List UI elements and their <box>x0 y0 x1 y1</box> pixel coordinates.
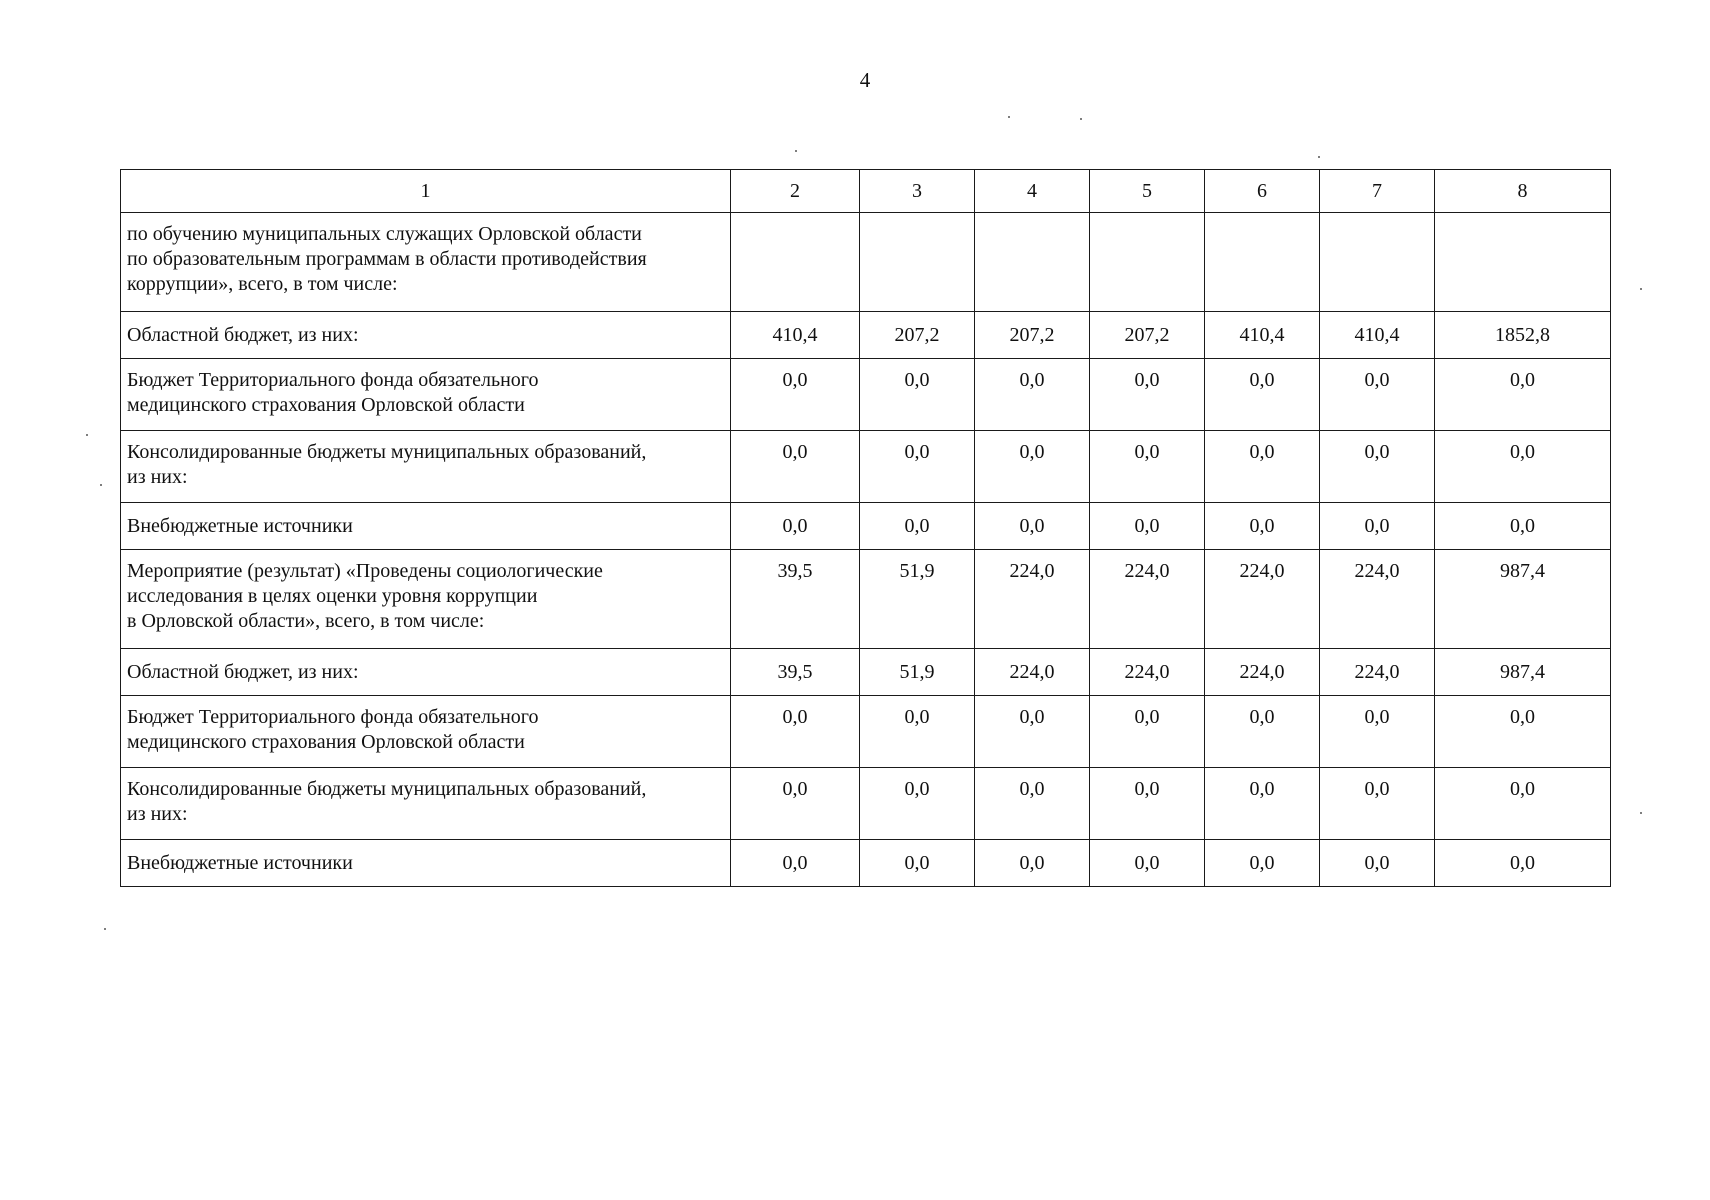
table-cell: 0,0 <box>1320 768 1435 840</box>
table-cell: 224,0 <box>975 649 1090 696</box>
budget-table <box>120 169 1611 887</box>
table-row <box>121 359 1611 431</box>
table-cell: 207,2 <box>975 312 1090 359</box>
row-description: Консолидированные бюджеты муниципальных образований, из них: <box>121 768 731 840</box>
table-cell: 0,0 <box>1320 503 1435 550</box>
table-cell: 224,0 <box>975 550 1090 649</box>
scan-speck <box>1640 812 1642 814</box>
column-header: 1 <box>121 170 731 213</box>
table-cell: 0,0 <box>860 696 975 768</box>
table-cell: 0,0 <box>1205 431 1320 503</box>
table-cell: 224,0 <box>1205 550 1320 649</box>
table-cell: 207,2 <box>1090 312 1205 359</box>
table-cell: 0,0 <box>1320 431 1435 503</box>
table-cell <box>1320 213 1435 312</box>
table-cell <box>1435 213 1611 312</box>
table-cell: 224,0 <box>1090 649 1205 696</box>
row-description: Консолидированные бюджеты муниципальных образований, из них: <box>121 431 731 503</box>
table-cell <box>731 213 860 312</box>
table-cell: 0,0 <box>1435 359 1611 431</box>
table-cell: 0,0 <box>860 503 975 550</box>
table-cell: 0,0 <box>1205 359 1320 431</box>
table-cell <box>975 213 1090 312</box>
table-cell: 51,9 <box>860 649 975 696</box>
table-cell: 0,0 <box>975 431 1090 503</box>
table-cell: 0,0 <box>1320 840 1435 887</box>
table-cell: 0,0 <box>860 359 975 431</box>
table-cell: 39,5 <box>731 550 860 649</box>
table-cell: 410,4 <box>1320 312 1435 359</box>
table-cell: 224,0 <box>1320 649 1435 696</box>
row-description: Внебюджетные источники <box>121 840 731 887</box>
table-row <box>121 696 1611 768</box>
table-cell: 0,0 <box>1435 696 1611 768</box>
table-cell: 1852,8 <box>1435 312 1611 359</box>
table-cell: 0,0 <box>1090 359 1205 431</box>
table-cell: 0,0 <box>975 503 1090 550</box>
table-cell: 0,0 <box>975 696 1090 768</box>
table-cell: 0,0 <box>731 840 860 887</box>
scan-speck <box>1640 288 1642 290</box>
table-row <box>121 213 1611 312</box>
row-description: Бюджет Территориального фонда обязательного медицинского страхования Орловской области <box>121 359 731 431</box>
page-number: 4 <box>859 68 871 92</box>
table-cell: 0,0 <box>1205 503 1320 550</box>
table-cell: 0,0 <box>1205 696 1320 768</box>
table-cell: 0,0 <box>1090 431 1205 503</box>
table-cell: 0,0 <box>1320 696 1435 768</box>
table-cell: 987,4 <box>1435 649 1611 696</box>
scan-speck <box>795 150 797 152</box>
table-cell <box>1090 213 1205 312</box>
row-description: Мероприятие (результат) «Проведены социологические исследования в целях оценки уровня коррупции в Орловской области», всего, в том числе: <box>121 550 731 649</box>
table-cell: 0,0 <box>1090 768 1205 840</box>
table-row <box>121 503 1611 550</box>
column-header: 3 <box>860 170 975 213</box>
table-cell: 0,0 <box>1320 359 1435 431</box>
table-cell: 410,4 <box>731 312 860 359</box>
table-cell: 0,0 <box>731 359 860 431</box>
table-cell: 0,0 <box>1090 696 1205 768</box>
table-header-row <box>121 170 1611 213</box>
column-header: 7 <box>1320 170 1435 213</box>
table-cell: 51,9 <box>860 550 975 649</box>
table-cell: 0,0 <box>1205 840 1320 887</box>
table-cell: 0,0 <box>860 768 975 840</box>
table-cell: 0,0 <box>1435 840 1611 887</box>
table-cell: 410,4 <box>1205 312 1320 359</box>
table-row <box>121 649 1611 696</box>
table-row <box>121 312 1611 359</box>
scan-speck <box>100 484 102 486</box>
table-cell: 0,0 <box>975 768 1090 840</box>
table-cell: 0,0 <box>860 840 975 887</box>
row-description: Областной бюджет, из них: <box>121 312 731 359</box>
table-cell: 0,0 <box>975 359 1090 431</box>
row-description: по обучению муниципальных служащих Орловской области по образовательным программам в области противодействия коррупции», всего, в том числе: <box>121 213 731 312</box>
table-cell: 0,0 <box>860 431 975 503</box>
table-cell: 0,0 <box>975 840 1090 887</box>
table-cell <box>860 213 975 312</box>
table-cell: 0,0 <box>1435 768 1611 840</box>
scan-speck <box>1080 118 1082 120</box>
table-cell: 0,0 <box>731 431 860 503</box>
scan-speck <box>86 434 88 436</box>
column-header: 2 <box>731 170 860 213</box>
table-row <box>121 550 1611 649</box>
table-cell: 224,0 <box>1090 550 1205 649</box>
table-cell: 207,2 <box>860 312 975 359</box>
table-cell <box>1205 213 1320 312</box>
table-cell: 0,0 <box>1435 503 1611 550</box>
row-description: Областной бюджет, из них: <box>121 649 731 696</box>
column-header: 5 <box>1090 170 1205 213</box>
table-cell: 0,0 <box>731 768 860 840</box>
table-cell: 0,0 <box>1205 768 1320 840</box>
scan-speck <box>1008 116 1010 118</box>
table-cell: 0,0 <box>731 696 860 768</box>
table-cell: 0,0 <box>1090 840 1205 887</box>
column-header: 8 <box>1435 170 1611 213</box>
table-row <box>121 431 1611 503</box>
table-row <box>121 768 1611 840</box>
column-header: 6 <box>1205 170 1320 213</box>
table-row <box>121 840 1611 887</box>
table-cell: 987,4 <box>1435 550 1611 649</box>
scan-speck <box>1318 156 1320 158</box>
table-cell: 39,5 <box>731 649 860 696</box>
row-description: Бюджет Территориального фонда обязательного медицинского страхования Орловской области <box>121 696 731 768</box>
table-cell: 224,0 <box>1205 649 1320 696</box>
table-cell: 0,0 <box>1435 431 1611 503</box>
table-cell: 0,0 <box>1090 503 1205 550</box>
table-cell: 0,0 <box>731 503 860 550</box>
scan-speck <box>104 928 106 930</box>
column-header: 4 <box>975 170 1090 213</box>
row-description: Внебюджетные источники <box>121 503 731 550</box>
table-cell: 224,0 <box>1320 550 1435 649</box>
